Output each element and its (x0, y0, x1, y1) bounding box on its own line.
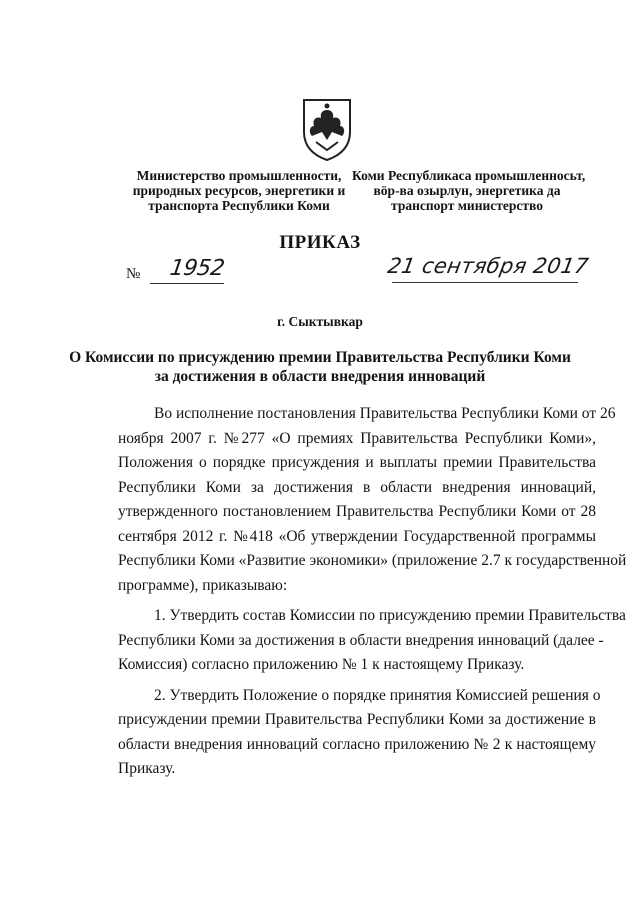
city-line: г. Сыктывкар (277, 314, 363, 329)
paragraph-item-2 (118, 684, 601, 782)
ministry-kv-line: вӧр-ва озырлун, энергетика да (373, 183, 561, 198)
body-line: 2. Утвердить Положение о порядке принятия Комиссией решения о (154, 686, 601, 704)
subject-line: О Комиссии по присуждению премии Правительства Республики Коми (69, 349, 571, 366)
body-line: ноября 2007 г. №277 «О премиях Правительства Республики Коми», (118, 429, 596, 447)
body-line: программе), приказываю: (118, 576, 288, 594)
order-date: 21 сентября 2017 (385, 254, 591, 278)
subject-line: за достижения в области внедрения инноваций (154, 368, 486, 385)
order-number: 1952 (168, 256, 226, 281)
number-label: № (126, 266, 141, 282)
date-underline (392, 282, 578, 283)
body-line: Республики Коми «Развитие экономики» (приложение 2.7 к государственной (118, 552, 627, 569)
body-line: Комиссия) согласно приложению № 1 к настоящему Приказу. (118, 656, 525, 673)
ministry-ru-line: транспорта Республики Коми (148, 198, 330, 213)
coat-of-arms-icon (300, 96, 354, 162)
body-line: Приказу. (118, 760, 176, 777)
body-line: области внедрения инноваций согласно приложению № 2 к настоящему (118, 735, 596, 753)
body-line: Положения о порядке присуждения и выплаты премии Правительства (118, 454, 596, 471)
body-line: 1. Утвердить состав Комиссии по присуждению премии Правительства (154, 607, 626, 624)
order-subject (0, 348, 640, 386)
ministry-name-ru (128, 168, 350, 213)
number-underline (150, 283, 224, 284)
body-line: присуждении премии Правительства Республики Коми за достижение в (118, 711, 596, 728)
body-line: утвержденного постановлением Правительства Республики Коми от 28 (118, 503, 596, 520)
order-body (118, 402, 627, 782)
ministry-name-komi (352, 168, 586, 213)
paragraph-item-1 (118, 604, 626, 678)
paragraph-preamble (118, 402, 627, 598)
ministry-kv-line: транспорт министерство (391, 198, 543, 213)
ministry-ru-line: природных ресурсов, энергетики и (132, 183, 346, 198)
ministry-kv-line: Коми Республикаса промышленносьт, (352, 168, 586, 183)
document-title: ПРИКАЗ (279, 232, 361, 253)
body-line: Республики Коми за достижения в области внедрения инноваций, (118, 478, 596, 496)
body-line: сентября 2012 г. №418 «Об утверждении Государственной программы (118, 527, 596, 545)
body-line: Республики Коми за достижения в области внедрения инноваций (далее - (118, 631, 604, 649)
ministry-ru-line: Министерство промышленности, (136, 168, 342, 183)
body-line: Во исполнение постановления Правительства Республики Коми от 26 (154, 405, 616, 422)
